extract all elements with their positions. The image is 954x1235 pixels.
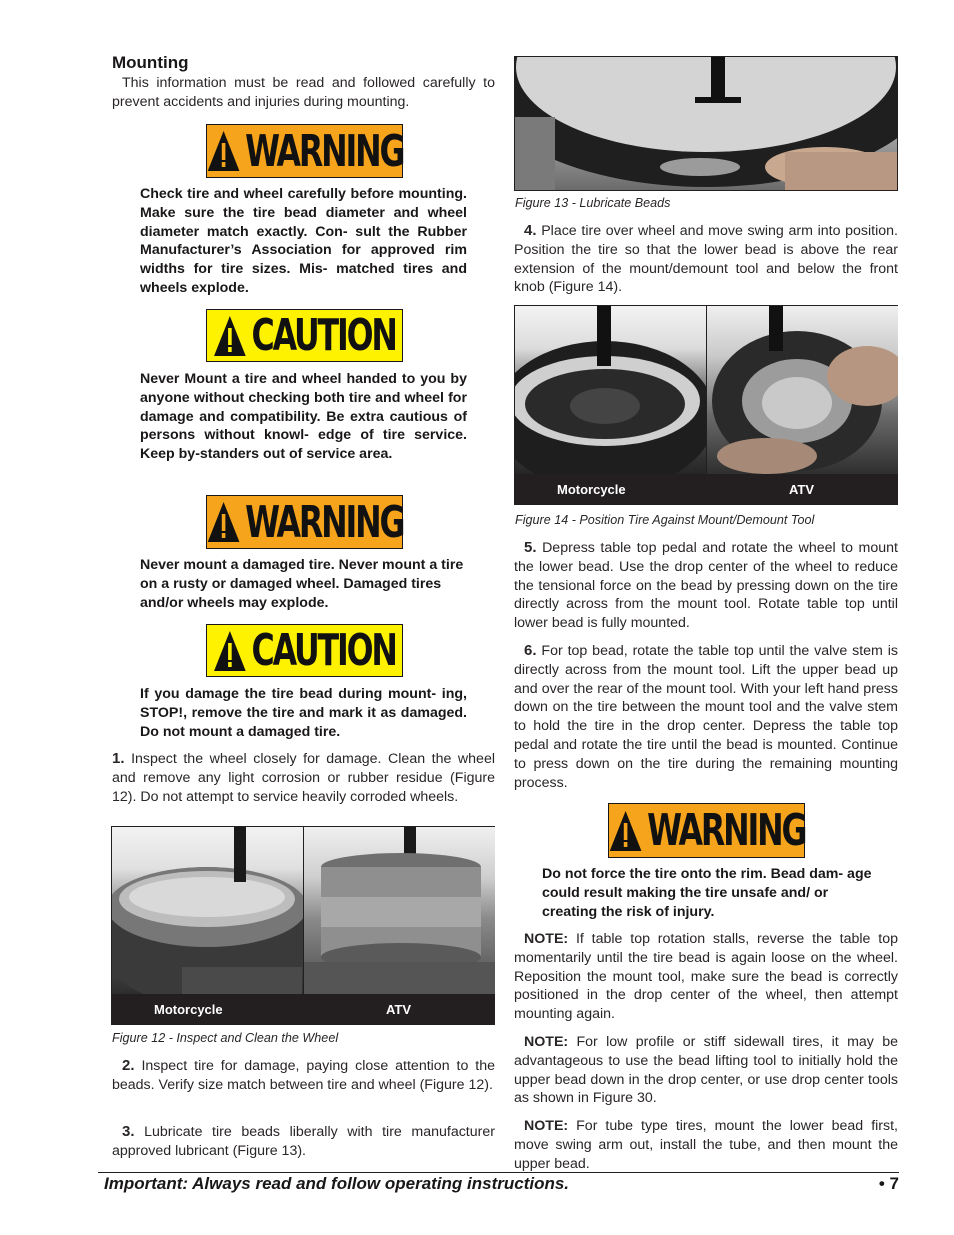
figure-14-label-bar [515, 474, 897, 504]
figure-12 [111, 826, 495, 1025]
lubricate-beads-illustration [515, 57, 897, 190]
step6-paragraph [514, 642, 898, 792]
step5-paragraph [514, 539, 898, 633]
caution-sign-label: CAUTION [251, 310, 397, 361]
figure-12-caption: Figure 12 - Inspect and Clean the Wheel [112, 1031, 339, 1045]
figure-13 [514, 56, 898, 191]
warning-sign [608, 803, 805, 858]
step2-text: Inspect tire for damage, paying close attention to the beads. Verify size match between tire and wheel (Figure 12). [112, 1058, 495, 1093]
step2-paragraph [112, 1057, 495, 1095]
step4-text: Place tire over wheel and move swing arm into position. Position the tire so that the lower bead is above the rear extension of the mount/demount tool and below the front knob (Figure 14). [514, 223, 898, 296]
step4-number: 4. [524, 222, 537, 239]
mounting-heading: Mounting [112, 53, 189, 72]
warning2-text: Never mount a damaged tire. Never mount a tire on a rusty or damaged wheel. Damaged tires and/or wheels may explode. [140, 557, 464, 611]
note1-label: NOTE: [524, 931, 569, 947]
warning-triangle-icon [608, 809, 643, 853]
note3-text: For tube type tires, mount the lower bead first, move swing arm out, install the tube, and then mount the upper bead. [514, 1118, 898, 1172]
motorcycle-tire-photo [515, 306, 706, 474]
mounting-intro: This information must be read and followed carefully to prevent accidents and injuries during mounting. [112, 75, 495, 110]
footer-rule [98, 1172, 899, 1173]
note3-label: NOTE: [524, 1118, 569, 1134]
figure-13-caption: Figure 13 - Lubricate Beads [515, 196, 671, 210]
figure-14-motorcycle-label: Motorcycle [557, 482, 626, 497]
warning-sign-label: WARNING [244, 125, 404, 177]
step6-number: 6. [524, 642, 537, 659]
step3-paragraph [112, 1123, 495, 1161]
warning-sign [206, 495, 403, 549]
warning-sign-label: WARNING [646, 805, 806, 856]
motorcycle-wheel-photo [112, 827, 303, 994]
warning-triangle-icon [206, 129, 241, 173]
step5-text: Depress table top pedal and rotate the wheel to mount the lower bead. Use the drop center of the wheel to reduce the tensional force on the bead by pressing down on the tire directly across from the mount tool. Rotate table top until lower bead is fully mounted. [514, 540, 898, 632]
page-number: • 7 [878, 1174, 899, 1193]
note3-paragraph [514, 1117, 898, 1173]
motorcycle-tire-illustration [515, 306, 706, 474]
caution-sign [206, 624, 403, 677]
warning-sign [206, 124, 403, 178]
figure-12-label-bar [112, 994, 494, 1024]
caution-sign [206, 309, 403, 362]
figure-12-motorcycle-label: Motorcycle [154, 1002, 223, 1017]
atv-wheel-illustration [304, 827, 495, 994]
step3-number: 3. [122, 1123, 135, 1140]
footer-text: Important: Always read and follow operating instructions. [104, 1174, 570, 1193]
figure-12-atv-label: ATV [386, 1002, 412, 1017]
note2-label: NOTE: [524, 1034, 569, 1050]
warning3-text: Do not force the tire onto the rim. Bead dam- age could result making the tire unsafe and/ or creating the risk of injury. [542, 866, 872, 920]
warning-triangle-icon [206, 500, 241, 544]
figure-14-atv-label: ATV [789, 482, 815, 497]
note2-text: For low profile or stiff sidewall tires, it may be advantageous to use the bead lifting tool to initially hold the upper bead down in the drop center, or use drop center tools as shown in Figure 30. [514, 1034, 898, 1107]
figure-14 [514, 305, 898, 505]
atv-tire-illustration [707, 306, 898, 474]
step3-text: Lubricate tire beads liberally with tire manufacturer approved lubricant (Figure 13). [112, 1124, 495, 1159]
step1-paragraph [112, 750, 495, 806]
warning-sign-label: WARNING [244, 496, 404, 548]
note1-text: If table top rotation stalls, reverse the table top momentarily until the tire bead is again loose on the wheel. Reposition the mount tool, make sure the bead is correctly positioned in the drop center of the wheel, then attempt mounting again. [514, 931, 898, 1023]
caution1-text: Never Mount a tire and wheel handed to you by anyone without checking both tire and wheel for damage and compatibility. Be extra cautious of persons without knowl- edge of tire service. Keep by-standers out of service area. [140, 371, 467, 463]
step4-paragraph [514, 222, 898, 297]
step1-text: Inspect the wheel closely for damage. Clean the wheel and remove any light corrosion or rubber residue (Figure 12). Do not attempt to service heavily corroded wheels. [112, 751, 495, 805]
caution-triangle-icon [213, 629, 248, 673]
atv-tire-photo [707, 306, 898, 474]
figure-14-caption: Figure 14 - Position Tire Against Mount/Demount Tool [515, 513, 815, 527]
note2-paragraph [514, 1033, 898, 1108]
motorcycle-wheel-illustration [112, 827, 303, 994]
atv-wheel-photo [304, 827, 495, 994]
caution-sign-label: CAUTION [251, 625, 397, 676]
note1-paragraph [514, 930, 898, 1024]
caution2-text: If you damage the tire bead during mount- ing, STOP!, remove the tire and mark it as damaged. Do not mount a damaged tire. [140, 686, 467, 740]
warning1-text: Check tire and wheel carefully before mounting. Make sure the tire bead diameter and wheel diameter match exactly. Con- sult the Rubber Manufacturer’s Association for approved rim widths for tire sizes. Mis- matched tires and wheels explode. [140, 186, 467, 296]
step2-number: 2. [122, 1057, 135, 1074]
caution-triangle-icon [213, 314, 248, 358]
step5-number: 5. [524, 539, 537, 556]
step6-text: For top bead, rotate the table top until the valve stem is directly across from the mount tool. Lift the upper bead up and over the rear of the mount tool. With your left hand press down on the tire between the mount tool and the valve stem to hold the tire in the drop center. Depress the table top pedal and rotate the tire until the bead is mounted. Continue to press down on the tire during the remaining mounting process. [514, 643, 898, 791]
step1-number: 1. [112, 750, 125, 767]
